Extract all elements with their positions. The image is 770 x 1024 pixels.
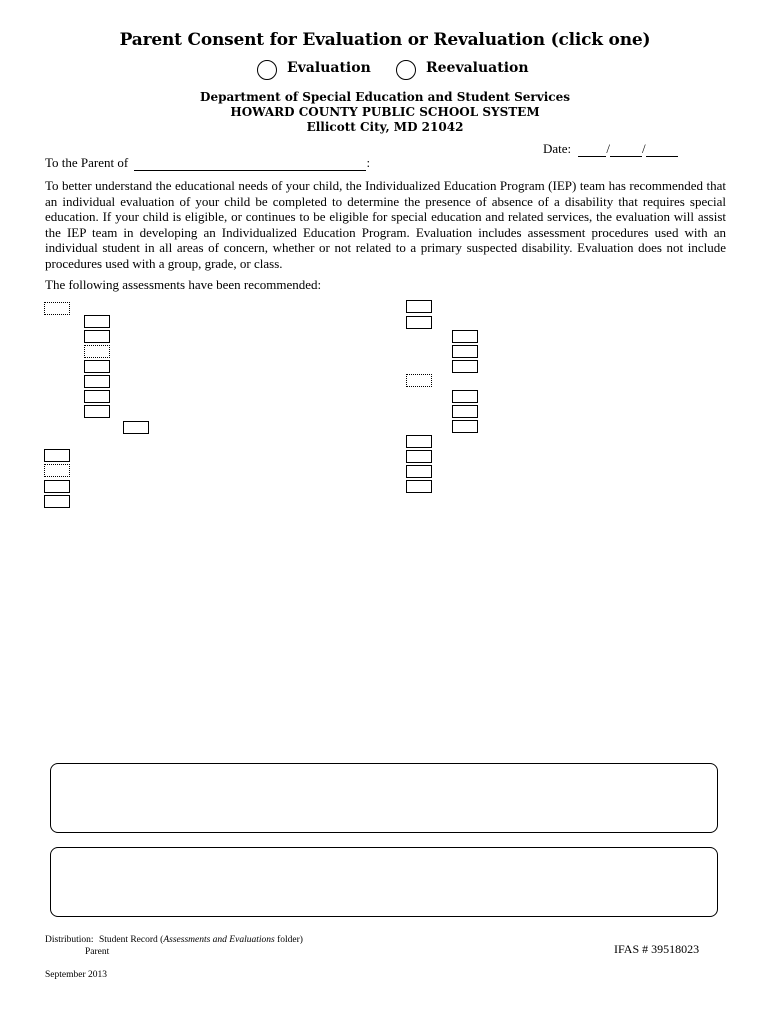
assessment-checkbox[interactable] [84,405,110,418]
assessment-checkbox[interactable] [44,464,70,477]
assessment-checkbox[interactable] [452,360,478,373]
assessment-checkbox[interactable] [406,435,432,448]
assessment-checkbox[interactable] [452,330,478,343]
assessment-checkbox[interactable] [406,465,432,478]
department-name: Department of Special Education and Student Services [200,90,570,104]
assessment-checkbox[interactable] [44,449,70,462]
school-system-name: HOWARD COUNTY PUBLIC SCHOOL SYSTEM [230,105,540,119]
reevaluation-radio[interactable] [396,60,416,80]
parent-signature-box[interactable] [50,847,718,917]
assessment-checkbox[interactable] [406,480,432,493]
distribution-parent: Parent [85,947,110,957]
assessment-checkbox[interactable] [84,345,110,358]
to-parent-row [45,155,370,171]
assessment-checkbox[interactable] [84,330,110,343]
student-name-field[interactable] [134,158,366,171]
assessment-checkbox[interactable] [406,374,432,387]
form-title: Parent Consent for Evaluation or Revaluation (click one) [119,30,651,50]
evaluation-radio-label: Evaluation [287,60,371,76]
to-parent-colon: : [366,155,371,170]
assessment-checkbox[interactable] [84,390,110,403]
date-separator: / [606,141,611,156]
assessment-checkbox[interactable] [406,300,432,313]
assessment-checkbox[interactable] [406,316,432,329]
assessment-checkbox[interactable] [452,405,478,418]
form-revision-date: September 2013 [45,970,108,980]
distribution-folder-suffix: folder) [274,935,303,945]
date-month-field[interactable] [578,144,606,157]
distribution-record: Student Record ( [98,935,164,945]
distribution-label: Distribution: [45,935,94,945]
assessment-checkbox[interactable] [406,450,432,463]
assessment-checkbox[interactable] [123,421,149,434]
date-row [543,141,678,157]
evaluation-type-options [0,58,770,84]
assessment-checkbox[interactable] [44,302,70,315]
evaluation-radio[interactable] [257,60,277,80]
date-separator: / [642,141,646,156]
ifas-number: IFAS # 39518023 [614,942,700,956]
date-label: Date: [543,141,572,156]
reevaluation-radio-label: Reevaluation [426,60,529,76]
distribution-folder: Assessments and Evaluations [163,935,275,945]
distribution-note [45,934,303,958]
assessment-checkbox[interactable] [84,375,110,388]
assessment-checkbox[interactable] [452,420,478,433]
assessment-checkbox[interactable] [84,360,110,373]
to-parent-label: To the Parent of [45,155,129,170]
school-system-address: Ellicott City, MD 21042 [306,120,464,134]
assessments-intro: The following assessments have been recommended: [45,277,322,292]
date-day-field[interactable] [610,144,642,157]
assessment-checkbox[interactable] [44,480,70,493]
assessment-checkbox[interactable] [84,315,110,328]
consent-paragraph: To better understand the educational needs of your child, the Individualized Education Program (IEP) team has recommended that an individual evaluation of your child be completed to determine the presence of absence of a disability that requires special education. If your child is eligible, or continues to be eligible for special education and related services, the evaluation will assist the IEP team in developing an Individualized Education Program. Evaluation includes assessment procedures used with an individual student in all areas of concern, whether or not related to a primary suspected disability. Evaluation does not include procedures used with a group, grade, or class. [45,178,726,271]
parent-response-box[interactable] [50,763,718,833]
assessment-checkbox[interactable] [452,390,478,403]
assessment-checkbox[interactable] [44,495,70,508]
assessment-checkbox[interactable] [452,345,478,358]
date-year-field[interactable] [646,144,678,157]
